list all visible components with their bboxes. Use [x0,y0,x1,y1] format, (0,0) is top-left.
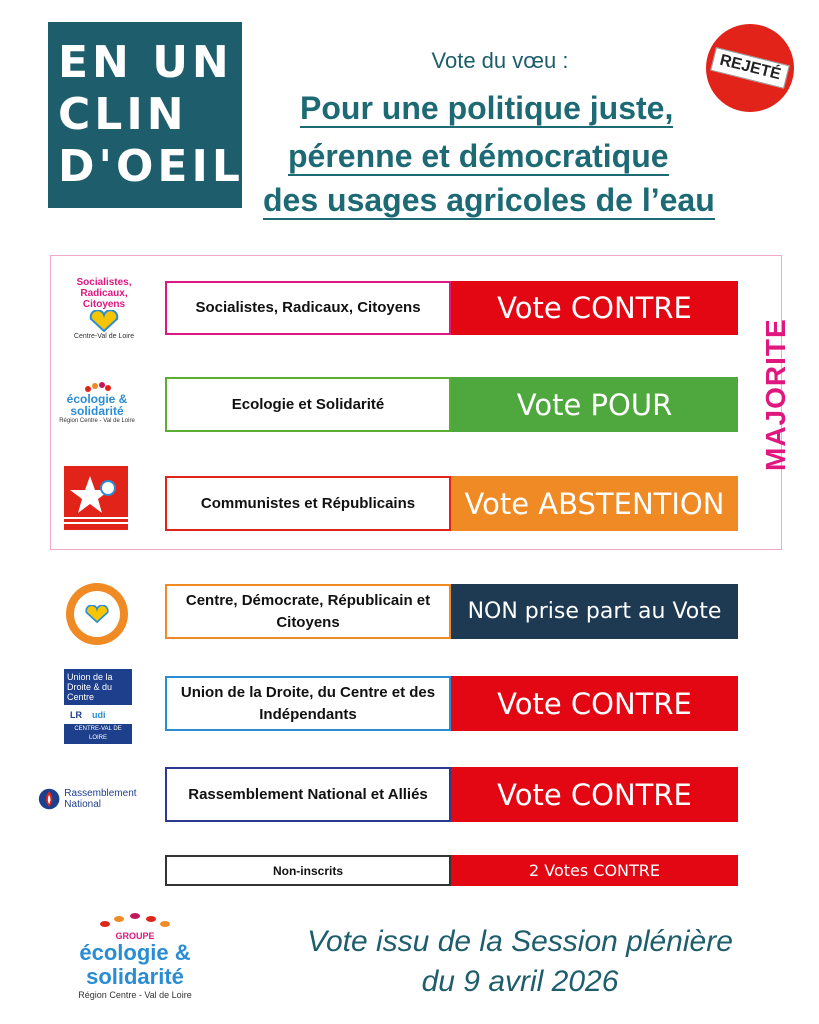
group-label-centre: Centre, Démocrate, Républicain et Citoyens [165,584,451,639]
footer-ecologie-logo [40,905,230,1005]
rassemblement-national-logo-text: Rassemblement National [64,788,137,810]
title-line-2: pérenne et démocratique [288,138,669,174]
vote-box-non-inscrits: 2 Votes CONTRE [451,855,738,886]
en-un-clin-doeil-logo [48,22,242,208]
ecologie-logo-text: écologie & solidarité [66,391,128,418]
vote-box-ecologie: Vote POUR [451,377,738,432]
union-droite-logo-text: Union de la Droite & du Centre [64,669,132,705]
vote-box-union-droite: Vote CONTRE [451,676,738,731]
centre-democrate-logo [66,583,128,645]
footer-line-2: du 9 avril 2026 [421,965,619,998]
logo-line: D'OEIL [58,141,244,192]
title-line-1: Pour une politique juste, [300,90,674,126]
footer-logo-group: GROUPE [115,930,155,941]
leaves-icon [95,910,175,932]
rejected-badge [706,24,794,112]
star-icon [64,466,128,530]
union-droite-logo-sub: CENTRE-VAL DE LOIRE [64,724,132,744]
footer-session-text [270,922,770,1002]
logo-line: CLIN [58,89,188,140]
centre-democrate-logo-inner [74,591,120,637]
rassemblement-national-logo [38,777,160,821]
group-label-ecologie: Ecologie et Solidarité [165,377,451,432]
footer-logo-sub: Région Centre - Val de Loire [78,989,192,1000]
lr-mark: LR [70,709,82,720]
vote-box-centre: NON prise part au Vote [451,584,738,639]
ecologie-logo [54,378,140,428]
flame-icon [38,786,60,812]
group-label-rassemblement: Rassemblement National et Alliés [165,767,451,822]
union-droite-logo [64,673,132,739]
socialistes-logo-sub: Centre-Val de Loire [73,333,135,340]
vote-subtitle: Vote du vœu : [431,48,569,73]
udi-mark: udi [92,709,106,720]
socialistes-logo [66,275,142,343]
footer-logo-text: écologie & solidarité [79,939,191,989]
group-label-union-droite: Union de la Droite, du Centre et des Indépendants [165,676,451,731]
vote-box-socialistes: Vote CONTRE [451,281,738,335]
group-label-non-inscrits: Non-inscrits [165,855,451,886]
communistes-logo [64,466,128,530]
footer-line-1: Vote issu de la Session plénière [307,925,733,958]
title-line-3: des usages agricoles de l’eau [263,182,715,218]
vote-box-rassemblement: Vote CONTRE [451,767,738,822]
heart-icon [84,605,110,623]
socialistes-logo-text: Socialistes, Radicaux, Citoyens [76,277,132,310]
group-label-communistes: Communistes et Républicains [165,476,451,531]
rejected-badge-label: REJETÉ [710,47,790,89]
vote-box-communistes: Vote ABSTENTION [451,476,738,531]
ecologie-logo-sub: Région Centre - Val de Loire [59,417,135,424]
majority-label: MAJORITE [760,318,791,471]
group-label-socialistes: Socialistes, Radicaux, Citoyens [165,281,451,335]
leaves-icon [82,381,112,393]
logo-line: EN UN [58,37,233,88]
heart-icon [88,310,120,332]
